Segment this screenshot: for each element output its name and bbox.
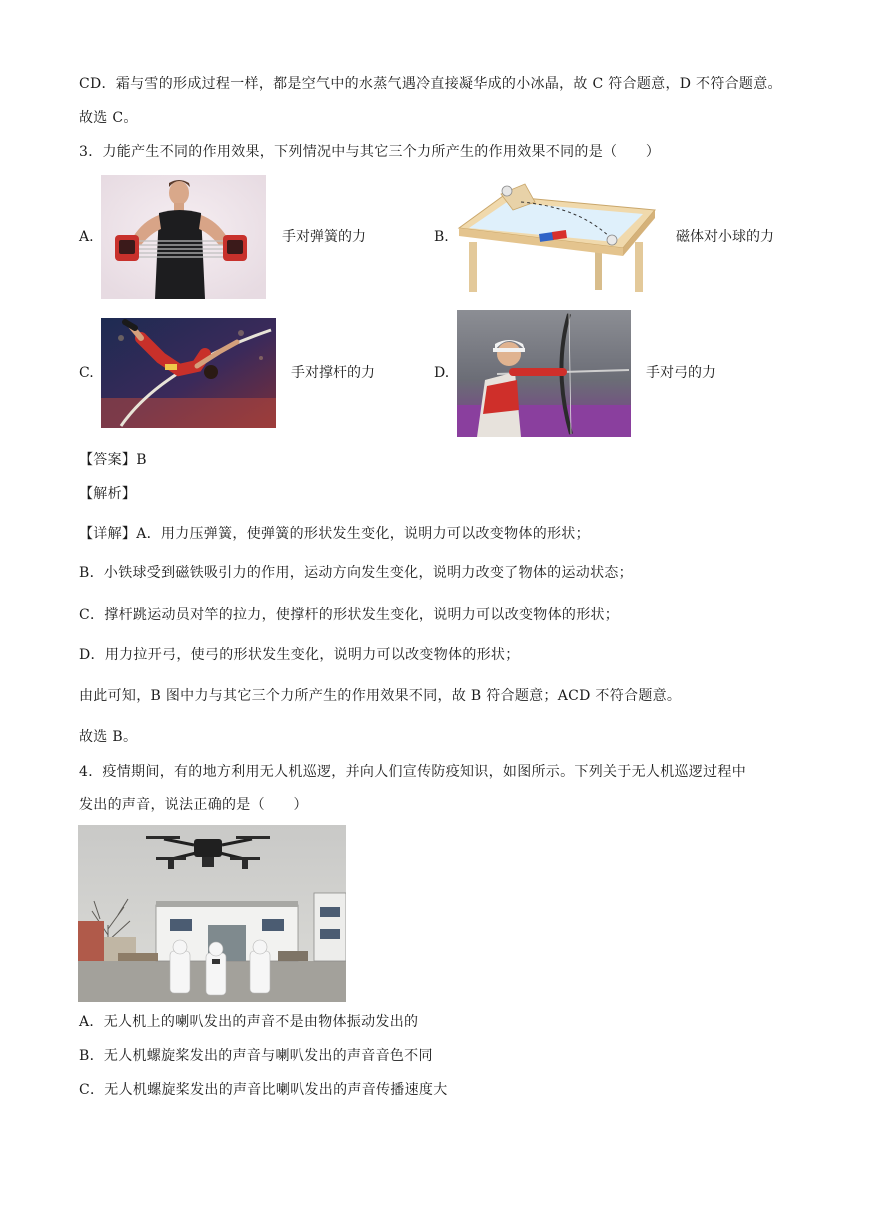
drone-patrol-image [78, 825, 346, 1002]
answer-label: 【答案】B [79, 452, 147, 468]
option-d-label: D. [434, 365, 450, 381]
option-d-caption: 手对弓的力 [646, 365, 716, 381]
question-3-stem: 3．力能产生不同的作用效果，下列情况中与其它三个力所产生的作用效果不同的是（ ） [79, 144, 661, 160]
option-b-text: B．无人机螺旋桨发出的声音与喇叭发出的声音音色不同 [79, 1048, 433, 1064]
detail-line: 由此可知，B 图中力与其它三个力所产生的作用效果不同，故 B 符合题意；ACD 不符合题意。 [79, 688, 682, 704]
option-b-label: B. [434, 229, 449, 245]
option-c-image [101, 318, 276, 428]
option-a-label: A. [79, 229, 94, 245]
analysis-title: 【解析】 [79, 486, 137, 502]
prev-answer-conclusion: 故选 C。 [79, 110, 138, 126]
detail-line: 【详解】A．用力压弹簧，使弹簧的形状发生变化，说明力可以改变物体的形状； [79, 526, 590, 542]
detail-conclusion: 故选 B。 [79, 729, 138, 745]
detail-line: C．撑杆跳运动员对竿的拉力，使撑杆的形状发生变化，说明力可以改变物体的形状； [79, 607, 620, 623]
prev-answer-line: CD．霜与雪的形成过程一样，都是空气中的水蒸气遇冷直接凝华成的小冰晶，故 C 符合题意，D 不符合题意。 [79, 76, 782, 92]
option-a-caption: 手对弹簧的力 [282, 229, 366, 245]
option-c-text: C．无人机螺旋桨发出的声音比喇叭发出的声音传播速度大 [79, 1082, 448, 1098]
option-a-text: A．无人机上的喇叭发出的声音不是由物体振动发出的 [79, 1014, 419, 1030]
option-b-image [455, 180, 660, 296]
option-a-image [101, 175, 266, 299]
option-c-caption: 手对撑杆的力 [291, 365, 375, 381]
question-4-stem: 4．疫情期间，有的地方利用无人机巡逻，并向人们宣传防疫知识，如图所示。下列关于无人机巡逻过程中 [79, 764, 747, 780]
option-c-label: C. [79, 365, 94, 381]
option-d-image [457, 310, 631, 437]
detail-line: B．小铁球受到磁铁吸引力的作用，运动方向发生变化，说明力改变了物体的运动状态； [79, 565, 633, 581]
detail-line: D．用力拉开弓，使弓的形状发生变化，说明力可以改变物体的形状； [79, 647, 520, 663]
option-b-caption: 磁体对小球的力 [676, 229, 774, 245]
question-4-stem-cont: 发出的声音，说法正确的是（ ） [79, 797, 308, 813]
